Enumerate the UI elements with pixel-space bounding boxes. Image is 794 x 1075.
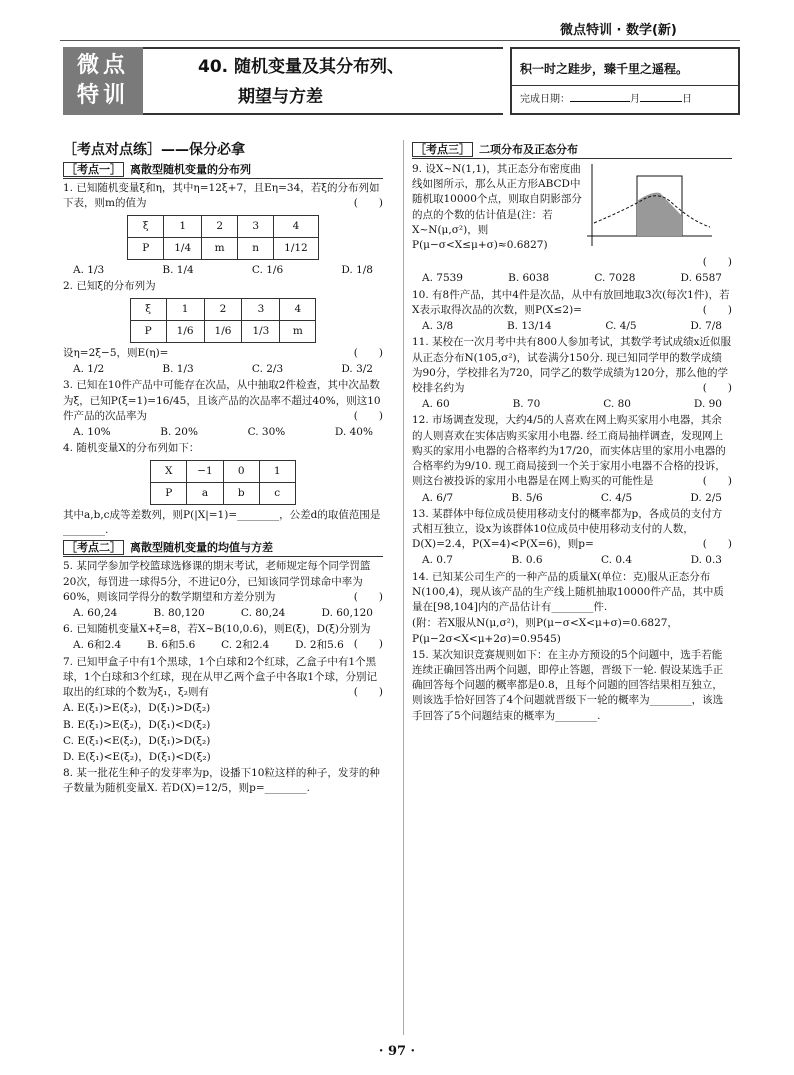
- motto-box: 积一时之跬步，臻千里之遥程。 完成日期： 月 日: [510, 47, 740, 115]
- page-number: · 97 ·: [378, 1044, 416, 1059]
- q7-option-d: D. E(ξ₁)<E(ξ₂)，D(ξ₁)<D(ξ₂): [63, 750, 211, 763]
- column-divider: [403, 140, 404, 1035]
- running-header: 微点特训 · 数学(新): [560, 23, 677, 38]
- q2-options: A. 1/2 B. 1/3 C. 2/3 D. 3/2: [73, 363, 373, 376]
- section-title: ［考点对点练］——保分必拿: [63, 142, 245, 158]
- q7-option-c: C. E(ξ₁)<E(ξ₂)，D(ξ₁)>D(ξ₂): [63, 734, 211, 747]
- topic-1: ［考点一］ 离散型随机变量的分布列: [63, 162, 383, 179]
- topic-2: ［考点二］ 离散型随机变量的均值与方差: [63, 540, 383, 557]
- question-14: 14. 已知某公司生产的一种产品的质量X(单位：克)服从正态分布N(100,4)，现从该产品的生产线上随机抽取10000件产品，其中质量在[98,104]内的产品估计有________件.: [412, 570, 724, 614]
- question-1: 1. 已知随机变量ξ和η，其中η=12ξ+7，且Eη=34，若ξ的分布列如下表，则m的值为 ( ): [63, 182, 383, 210]
- question-5: 5. 某同学参加学校篮球选修课的期末考试，老师规定每个同学罚篮20次，每罚进一球得5分，不进记0分，已知该同学罚球命中率为60%，则该同学得分的数学期望和方差分别为 ( ): [63, 560, 383, 603]
- left-column: [63, 140, 383, 798]
- q6-options: A. 6和2.4 B. 6和5.6 C. 2和2.4 D. 2和5.6: [73, 639, 344, 652]
- question-10: 10. 有8件产品，其中4件是次品，从中有放回地取3次(每次1件)，若X表示取得次品的次数，则P(X≤2)= ( ): [412, 288, 732, 316]
- right-column: [412, 140, 732, 725]
- question-4-body: 其中a,b,c成等差数列，则P(|X|=1)=________，公差d的取值范围是________.: [63, 508, 381, 537]
- question-6: 6. 已知随机变量X+ξ=8，若X~B(10,0.6)，则E(ξ)，D(ξ)分别为 ( ): [63, 623, 383, 651]
- q9-paren: ( ): [702, 256, 732, 269]
- q10-options: A. 3/8 B. 13/14 C. 4/5 D. 7/8: [422, 320, 722, 333]
- q1-options: A. 1/3 B. 1/4 C. 1/6 D. 1/8: [73, 264, 373, 277]
- q5-options: A. 60,24 B. 80,120 C. 80,24 D. 60,120: [73, 606, 373, 619]
- topic-3: ［考点三］ 二项分布及正态分布: [412, 142, 732, 159]
- q13-options: A. 0.7 B. 0.6 C. 0.4 D. 0.3: [422, 554, 722, 567]
- question-3: 3. 已知在10件产品中可能存在次品，从中抽取2件检查，其中次品数为ξ，已知P(ξ=1)=16/45，且该产品的次品率不超过40%，则这10件产品的次品率为 ( ): [63, 379, 383, 422]
- question-7: 7. 已知甲盒子中有1个黑球，1个白球和2个红球，乙盒子中有1个黑球，1个白球和3个红球，现在从甲乙两个盒子中各取1个球，分别记取出的红球的个数为ξ₁，ξ₂则有 ( ): [63, 655, 383, 699]
- q4-table: X −1 0 1 P a b c: [150, 460, 295, 505]
- q7-option-b: B. E(ξ₁)>E(ξ₂)，D(ξ₁)<D(ξ₂): [63, 718, 211, 731]
- badge-weidian: 微点 特训: [63, 47, 143, 115]
- q7-option-a: A. E(ξ₁)>E(ξ₂)，D(ξ₁)>D(ξ₂): [63, 702, 211, 715]
- question-2-body: 设η=2ξ−5，则E(η)= ( ): [63, 346, 383, 359]
- lesson-title: 40. 随机变量及其分布列、 期望与方差: [143, 47, 503, 115]
- question-14-note: (附：若X服从N(μ,σ²)，则P(μ−σ<X<μ+σ)=0.6827，P(μ−2σ<X<μ+2σ)=0.9545): [412, 617, 678, 645]
- q9-options: A. 7539 B. 6038 C. 7028 D. 6587: [422, 272, 722, 285]
- question-13: 13. 某群体中每位成员使用移动支付的概率都为p，各成员的支付方式相互独立，设x为该群体10位成员中使用移动支付的人数，D(X)=2.4，P(X=4)<P(X=6)，则p= ( ): [412, 507, 732, 551]
- q12-options: A. 6/7 B. 5/6 C. 4/5 D. 2/5: [422, 491, 722, 504]
- question-9: 9. 设X~N(1,1)，其正态分布密度曲线如图所示，那么从正方形ABCD中随机取10000个点，则取自阴影部分的点的个数的估计值是(注：若X~N(μ,σ²)，则P(μ−σ<X≤μ+σ)≈0.6827): [412, 162, 582, 252]
- normal-curve-figure: [582, 161, 717, 251]
- question-11: 11. 某校在一次月考中共有800人参加考试，其数学考试成绩x近似服从正态分布N(105,σ²)，试卷满分150分. 现已知同学甲的数学成绩为90分，学校排名为720，同学乙的数学成绩为120分，那么他的学校排名约为 ( ): [412, 336, 732, 394]
- question-8: 8. 某一批花生种子的发芽率为p，设播下10粒这样的种子，发芽的种子数量为随机变量X. 若D(X)=12/5，则p=________.: [63, 767, 380, 795]
- question-2: 2. 已知ξ的分布列为: [63, 280, 156, 293]
- question-12: 12. 市场调查发现，大约4/5的人喜欢在网上购买家用小电器，其余的人则喜欢在实体店购买家用小电器. 经工商局抽样调查，发现网上购买的家用小电器的合格率约为17/20，而实体店里的家用小电器的合格率约为9/10. 现工商局接到一个关于家用小电器不合格的投诉，则这台被投诉的家用小电器是在网上购买的可能性是 ( ): [412, 414, 732, 488]
- header-rule: [60, 40, 740, 41]
- q1-table: ξ 1 2 3 4 P 1/4 m n 1/12: [127, 215, 319, 260]
- question-4: 4. 随机变量X的分布列如下：: [63, 442, 200, 455]
- question-15: 15. 某次知识竞赛规则如下：在主办方预设的5个问题中，选手若能连续正确回答出两个问题，即停止答题，晋级下一轮. 假设某选手正确回答每个问题的概率都是0.8，且每个问题的回答结果相互独立，则该选手恰好回答了4个问题就晋级下一轮的概率为________，该选手回答了5个问题结束的概率为________.: [412, 648, 724, 722]
- q3-options: A. 10% B. 20% C. 30% D. 40%: [73, 426, 373, 439]
- q11-options: A. 60 B. 70 C. 80 D. 90: [422, 398, 722, 411]
- q2-table: ξ 1 2 3 4 P 1/6 1/6 1/3 m: [130, 298, 317, 343]
